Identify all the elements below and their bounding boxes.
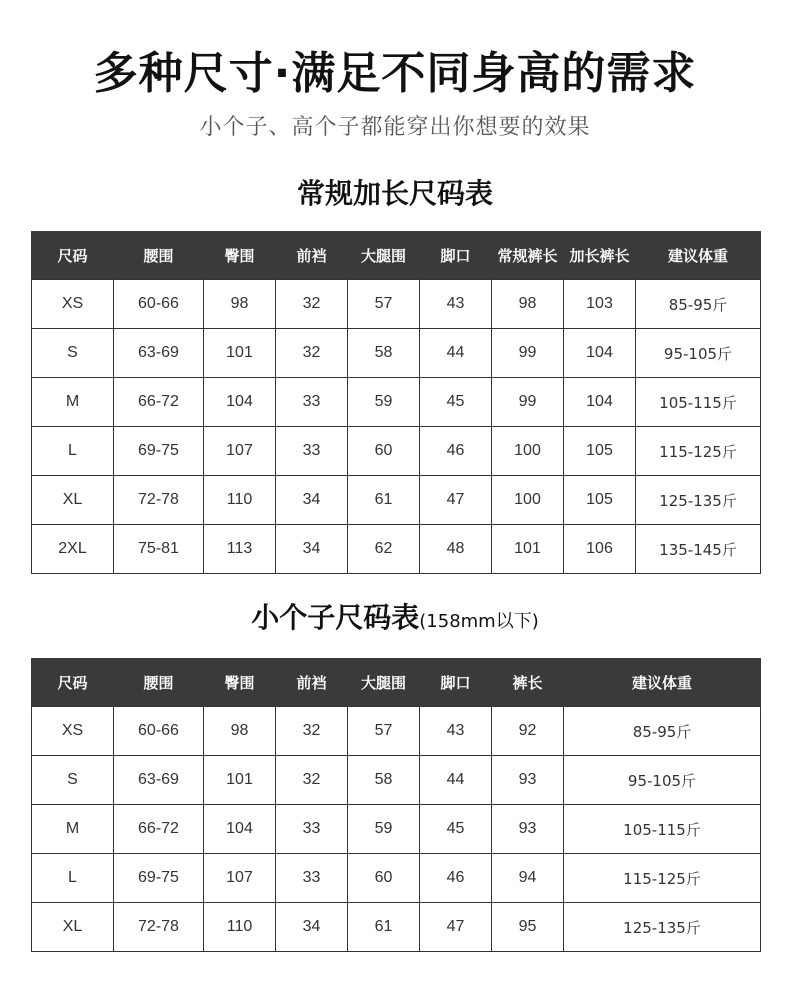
- table-cell: 98: [204, 707, 276, 756]
- table-cell: 104: [204, 805, 276, 854]
- table-cell: 33: [276, 854, 348, 903]
- table-cell: 44: [420, 756, 492, 805]
- table-cell: 62: [348, 525, 420, 574]
- table-cell: 104: [204, 378, 276, 427]
- table-cell: 105-115斤: [636, 378, 761, 427]
- table-cell: 48: [420, 525, 492, 574]
- table-row: [32, 476, 761, 525]
- column-header: 脚口: [420, 658, 492, 707]
- table-cell: 103: [564, 280, 636, 329]
- table-cell: 125-135斤: [564, 903, 761, 952]
- table-cell: 47: [420, 903, 492, 952]
- table-cell: L: [32, 427, 114, 476]
- table-cell: 101: [204, 756, 276, 805]
- petite-size-table: [31, 658, 761, 952]
- table-cell: 69-75: [114, 854, 204, 903]
- table-cell: 44: [420, 329, 492, 378]
- table-cell: 98: [492, 280, 564, 329]
- table-cell: 47: [420, 476, 492, 525]
- table-cell: L: [32, 854, 114, 903]
- table-cell: 34: [276, 476, 348, 525]
- table-cell: 105: [564, 476, 636, 525]
- column-header: 腰围: [114, 231, 204, 280]
- table-cell: 60-66: [114, 280, 204, 329]
- table-cell: 2XL: [32, 525, 114, 574]
- table-cell: 43: [420, 707, 492, 756]
- table-cell: 110: [204, 903, 276, 952]
- table-cell: 92: [492, 707, 564, 756]
- table-cell: 95-105斤: [636, 329, 761, 378]
- table-cell: 106: [564, 525, 636, 574]
- table-cell: 57: [348, 280, 420, 329]
- table-cell: 69-75: [114, 427, 204, 476]
- table-cell: 59: [348, 805, 420, 854]
- table-cell: 104: [564, 378, 636, 427]
- regular-size-table: [31, 231, 761, 574]
- table-cell: 95: [492, 903, 564, 952]
- table-cell: 58: [348, 329, 420, 378]
- table-cell: 75-81: [114, 525, 204, 574]
- table-cell: 72-78: [114, 476, 204, 525]
- table-cell: M: [32, 805, 114, 854]
- table-cell: 46: [420, 854, 492, 903]
- column-header: 尺码: [32, 658, 114, 707]
- table-cell: 93: [492, 756, 564, 805]
- table-row: [32, 854, 761, 903]
- table-cell: 115-125斤: [564, 854, 761, 903]
- table-row: [32, 280, 761, 329]
- table-cell: 60: [348, 854, 420, 903]
- petite-table-title: [0, 598, 790, 642]
- column-header: 建议体重: [636, 231, 761, 280]
- page-title: 多种尺寸·满足不同身高的需求: [93, 48, 697, 99]
- table-cell: 63-69: [114, 756, 204, 805]
- table-cell: 34: [276, 903, 348, 952]
- column-header: 前裆: [276, 658, 348, 707]
- table-cell: 93: [492, 805, 564, 854]
- table-cell: 105-115斤: [564, 805, 761, 854]
- table-cell: 60-66: [114, 707, 204, 756]
- table-cell: 57: [348, 707, 420, 756]
- table-row: [32, 378, 761, 427]
- table-cell: 33: [276, 378, 348, 427]
- column-header: 脚口: [420, 231, 492, 280]
- column-header: 建议体重: [564, 658, 761, 707]
- table-cell: 34: [276, 525, 348, 574]
- table-cell: 107: [204, 854, 276, 903]
- table-cell: 101: [492, 525, 564, 574]
- table-row: [32, 525, 761, 574]
- table-cell: 33: [276, 805, 348, 854]
- petite-table-note: (158mm以下): [419, 611, 539, 632]
- page-subtitle: 小个子、高个子都能穿出你想要的效果: [199, 115, 591, 140]
- table-cell: 85-95斤: [636, 280, 761, 329]
- table-cell: 125-135斤: [636, 476, 761, 525]
- table-cell: 135-145斤: [636, 525, 761, 574]
- table-cell: 66-72: [114, 805, 204, 854]
- table-cell: 60: [348, 427, 420, 476]
- table-cell: 101: [204, 329, 276, 378]
- table-cell: 72-78: [114, 903, 204, 952]
- table-cell: 94: [492, 854, 564, 903]
- table-cell: 59: [348, 378, 420, 427]
- table-cell: 100: [492, 427, 564, 476]
- table-cell: 32: [276, 756, 348, 805]
- column-header: 尺码: [32, 231, 114, 280]
- table-cell: 63-69: [114, 329, 204, 378]
- table-cell: S: [32, 756, 114, 805]
- table-cell: 66-72: [114, 378, 204, 427]
- table-cell: 99: [492, 378, 564, 427]
- table-row: [32, 707, 761, 756]
- column-header: 前裆: [276, 231, 348, 280]
- petite-table-title-text: 小个子尺码表: [251, 601, 420, 634]
- table-cell: 104: [564, 329, 636, 378]
- table-cell: 85-95斤: [564, 707, 761, 756]
- column-header: 加长裤长: [564, 231, 636, 280]
- table-cell: 33: [276, 427, 348, 476]
- table-cell: 46: [420, 427, 492, 476]
- regular-table-title-text: 常规加长尺码表: [296, 177, 493, 210]
- column-header: 腰围: [114, 658, 204, 707]
- table-row: [32, 329, 761, 378]
- table-cell: 113: [204, 525, 276, 574]
- column-header: 臀围: [204, 231, 276, 280]
- table-header-row: [32, 658, 761, 707]
- table-cell: 58: [348, 756, 420, 805]
- table-cell: 105: [564, 427, 636, 476]
- column-header: 大腿围: [348, 231, 420, 280]
- table-cell: 61: [348, 476, 420, 525]
- table-row: [32, 805, 761, 854]
- table-cell: M: [32, 378, 114, 427]
- table-cell: XS: [32, 707, 114, 756]
- table-cell: 32: [276, 280, 348, 329]
- table-cell: 61: [348, 903, 420, 952]
- table-cell: S: [32, 329, 114, 378]
- table-cell: 32: [276, 707, 348, 756]
- table-cell: XS: [32, 280, 114, 329]
- table-cell: 32: [276, 329, 348, 378]
- column-header: 裤长: [492, 658, 564, 707]
- table-cell: 95-105斤: [564, 756, 761, 805]
- table-cell: 99: [492, 329, 564, 378]
- table-cell: 43: [420, 280, 492, 329]
- table-cell: XL: [32, 903, 114, 952]
- table-row: [32, 756, 761, 805]
- table-cell: 45: [420, 805, 492, 854]
- column-header: 常规裤长: [492, 231, 564, 280]
- table-cell: 107: [204, 427, 276, 476]
- table-header-row: [32, 231, 761, 280]
- table-cell: 100: [492, 476, 564, 525]
- table-cell: 45: [420, 378, 492, 427]
- column-header: 大腿围: [348, 658, 420, 707]
- table-cell: 98: [204, 280, 276, 329]
- regular-table-title: [0, 174, 790, 214]
- column-header: 臀围: [204, 658, 276, 707]
- table-cell: 110: [204, 476, 276, 525]
- table-row: [32, 427, 761, 476]
- table-cell: XL: [32, 476, 114, 525]
- table-row: [32, 903, 761, 952]
- table-cell: 115-125斤: [636, 427, 761, 476]
